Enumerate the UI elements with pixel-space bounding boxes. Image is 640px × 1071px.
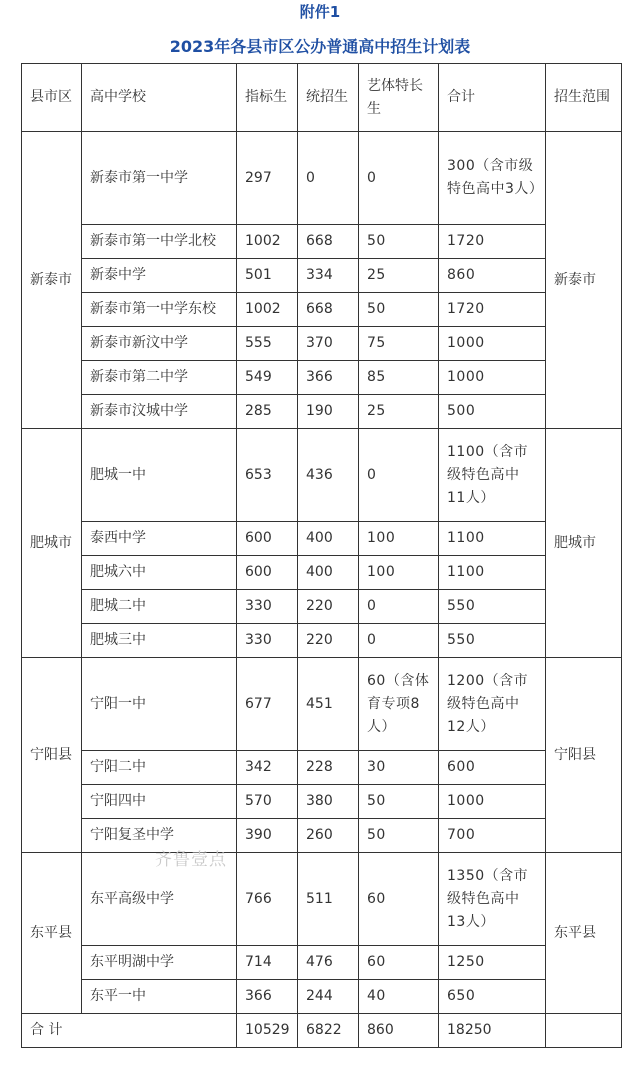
quota-cell: 600 [237, 522, 298, 556]
table-row [22, 259, 622, 293]
unified-cell: 400 [298, 556, 359, 590]
total-cell: 550 [439, 590, 546, 624]
scope-cell: 肥城市 [546, 429, 622, 658]
table-row [22, 624, 622, 658]
total-cell: 1100（含市级特色高中11人） [439, 429, 546, 522]
school-cell: 肥城六中 [82, 556, 237, 590]
district-cell: 东平县 [22, 853, 82, 1014]
arts-cell: 100 [359, 522, 439, 556]
unified-cell: 334 [298, 259, 359, 293]
arts-cell: 25 [359, 395, 439, 429]
arts-cell: 50 [359, 293, 439, 327]
unified-cell: 451 [298, 658, 359, 751]
district-cell: 宁阳县 [22, 658, 82, 853]
quota-cell: 555 [237, 327, 298, 361]
table-row [22, 946, 622, 980]
table-row [22, 293, 622, 327]
table-row [22, 361, 622, 395]
unified-cell: 476 [298, 946, 359, 980]
enrollment-plan-table [21, 63, 622, 1048]
arts-cell: 50 [359, 785, 439, 819]
summary-unified: 6822 [298, 1014, 359, 1048]
total-cell: 1200（含市级特色高中12人） [439, 658, 546, 751]
total-cell: 1720 [439, 293, 546, 327]
arts-cell: 75 [359, 327, 439, 361]
school-cell: 新泰市第二中学 [82, 361, 237, 395]
summary-arts: 860 [359, 1014, 439, 1048]
scope-cell: 新泰市 [546, 132, 622, 429]
total-cell: 1000 [439, 327, 546, 361]
arts-cell: 30 [359, 751, 439, 785]
unified-cell: 400 [298, 522, 359, 556]
school-cell: 东平一中 [82, 980, 237, 1014]
quota-cell: 766 [237, 853, 298, 946]
unified-cell: 668 [298, 293, 359, 327]
arts-cell: 85 [359, 361, 439, 395]
arts-cell: 0 [359, 624, 439, 658]
total-cell: 300（含市级特色高中3人） [439, 132, 546, 225]
school-cell: 东平高级中学 [82, 853, 237, 946]
quota-cell: 342 [237, 751, 298, 785]
table-row [22, 819, 622, 853]
header-scope: 招生范围 [546, 64, 622, 132]
summary-row [22, 1014, 622, 1048]
arts-cell: 0 [359, 132, 439, 225]
district-cell: 新泰市 [22, 132, 82, 429]
school-cell: 泰西中学 [82, 522, 237, 556]
arts-cell: 60 [359, 853, 439, 946]
total-cell: 1720 [439, 225, 546, 259]
total-cell: 1100 [439, 556, 546, 590]
quota-cell: 366 [237, 980, 298, 1014]
table-row [22, 556, 622, 590]
quota-cell: 297 [237, 132, 298, 225]
annex-label: 附件1 [299, 3, 341, 21]
total-cell: 1000 [439, 785, 546, 819]
school-cell: 新泰市新汶中学 [82, 327, 237, 361]
header-unified: 统招生 [298, 64, 359, 132]
arts-cell: 0 [359, 590, 439, 624]
school-cell: 肥城二中 [82, 590, 237, 624]
table-row [22, 522, 622, 556]
table-row [22, 980, 622, 1014]
total-cell: 500 [439, 395, 546, 429]
table-row [22, 225, 622, 259]
arts-cell: 100 [359, 556, 439, 590]
school-cell: 宁阳一中 [82, 658, 237, 751]
header-school: 高中学校 [82, 64, 237, 132]
school-cell: 新泰市第一中学北校 [82, 225, 237, 259]
table-row [22, 751, 622, 785]
header-district: 县市区 [22, 64, 82, 132]
total-cell: 1100 [439, 522, 546, 556]
total-cell: 860 [439, 259, 546, 293]
quota-cell: 600 [237, 556, 298, 590]
unified-cell: 244 [298, 980, 359, 1014]
school-cell: 新泰中学 [82, 259, 237, 293]
table-title: 2023年各县市区公办普通高中招生计划表 [169, 37, 471, 56]
summary-quota: 10529 [237, 1014, 298, 1048]
quota-cell: 1002 [237, 293, 298, 327]
quota-cell: 390 [237, 819, 298, 853]
table-row [22, 853, 622, 946]
table-row [22, 429, 622, 522]
unified-cell: 228 [298, 751, 359, 785]
unified-cell: 220 [298, 590, 359, 624]
quota-cell: 330 [237, 590, 298, 624]
arts-cell: 25 [359, 259, 439, 293]
unified-cell: 220 [298, 624, 359, 658]
arts-cell: 50 [359, 819, 439, 853]
quota-cell: 714 [237, 946, 298, 980]
unified-cell: 366 [298, 361, 359, 395]
summary-total: 18250 [439, 1014, 546, 1048]
watermark: 齐鲁壹点 [155, 850, 227, 870]
quota-cell: 677 [237, 658, 298, 751]
school-cell: 宁阳二中 [82, 751, 237, 785]
table-row [22, 590, 622, 624]
school-cell: 肥城一中 [82, 429, 237, 522]
table-row [22, 327, 622, 361]
district-cell: 肥城市 [22, 429, 82, 658]
unified-cell: 511 [298, 853, 359, 946]
total-cell: 1350（含市级特色高中13人） [439, 853, 546, 946]
header-total: 合计 [439, 64, 546, 132]
arts-cell: 0 [359, 429, 439, 522]
scope-cell: 宁阳县 [546, 658, 622, 853]
table-row [22, 132, 622, 225]
summary-scope-empty [546, 1014, 622, 1048]
unified-cell: 668 [298, 225, 359, 259]
total-cell: 650 [439, 980, 546, 1014]
quota-cell: 330 [237, 624, 298, 658]
school-cell: 东平明湖中学 [82, 946, 237, 980]
quota-cell: 1002 [237, 225, 298, 259]
arts-cell: 60（含体育专项8人） [359, 658, 439, 751]
table-row [22, 785, 622, 819]
unified-cell: 380 [298, 785, 359, 819]
total-cell: 550 [439, 624, 546, 658]
header-quota: 指标生 [237, 64, 298, 132]
scope-cell: 东平县 [546, 853, 622, 1014]
unified-cell: 190 [298, 395, 359, 429]
school-cell: 新泰市汶城中学 [82, 395, 237, 429]
unified-cell: 260 [298, 819, 359, 853]
total-cell: 1250 [439, 946, 546, 980]
total-cell: 1000 [439, 361, 546, 395]
total-cell: 600 [439, 751, 546, 785]
unified-cell: 0 [298, 132, 359, 225]
summary-label: 合 计 [22, 1014, 237, 1048]
unified-cell: 436 [298, 429, 359, 522]
school-cell: 新泰市第一中学东校 [82, 293, 237, 327]
quota-cell: 285 [237, 395, 298, 429]
school-cell: 新泰市第一中学 [82, 132, 237, 225]
school-cell: 宁阳复圣中学 [82, 819, 237, 853]
header-row [22, 64, 622, 132]
arts-cell: 50 [359, 225, 439, 259]
header-arts: 艺体特长生 [359, 64, 439, 132]
quota-cell: 549 [237, 361, 298, 395]
arts-cell: 40 [359, 980, 439, 1014]
table-row [22, 658, 622, 751]
unified-cell: 370 [298, 327, 359, 361]
quota-cell: 570 [237, 785, 298, 819]
quota-cell: 501 [237, 259, 298, 293]
total-cell: 700 [439, 819, 546, 853]
quota-cell: 653 [237, 429, 298, 522]
school-cell: 宁阳四中 [82, 785, 237, 819]
table-row [22, 395, 622, 429]
arts-cell: 60 [359, 946, 439, 980]
school-cell: 肥城三中 [82, 624, 237, 658]
